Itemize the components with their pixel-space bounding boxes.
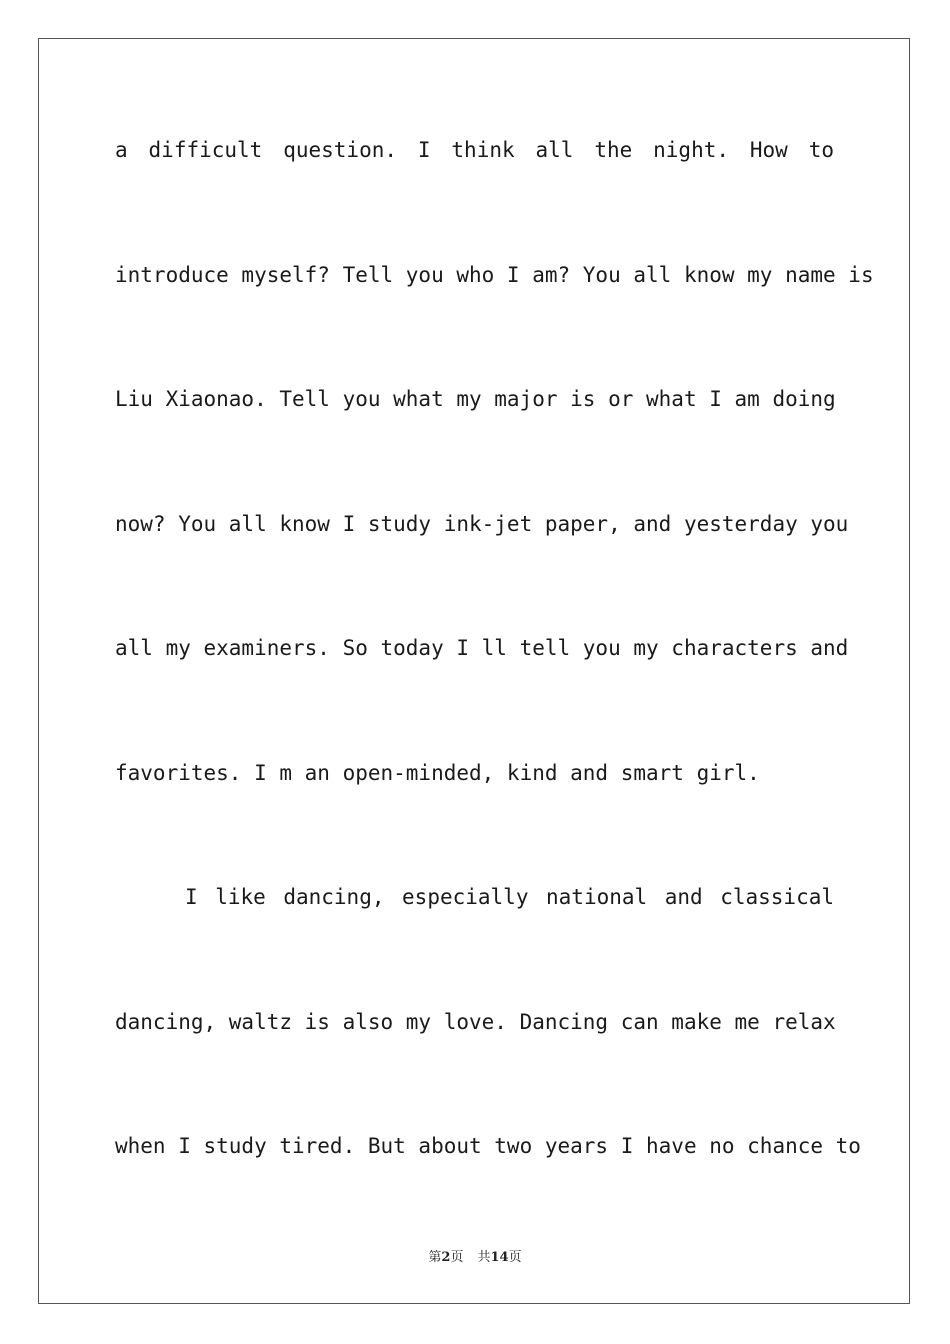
total-page-count: 14: [490, 1250, 509, 1265]
text-line: all my examiners. So today I ll tell you my characters and: [115, 636, 849, 660]
text-line: when I study tired. But about two years I have no chance to: [115, 1134, 861, 1158]
document-body: [115, 127, 874, 1248]
page-suffix: 页: [450, 1250, 464, 1265]
page-number-footer: [0, 1246, 950, 1265]
paragraph-first-line: I like dancing, especially national and classical: [185, 885, 834, 909]
text-line: now? You all know I study ink-jet paper, and yesterday you: [115, 511, 849, 536]
text-line: Liu Xiaonao. Tell you what my major is or what I am doing: [115, 387, 836, 411]
text-line: a difficult question. I think all the night. How to: [115, 138, 834, 162]
text-line: introduce myself? Tell you who I am? You all know my name is: [115, 262, 874, 287]
current-page-number: 2: [441, 1250, 451, 1265]
text-line: favorites. I m an open-minded, kind and smart girl.: [115, 760, 760, 785]
page-prefix: 第: [428, 1250, 442, 1265]
total-suffix: 页: [508, 1250, 522, 1265]
text-line: dancing, waltz is also my love. Dancing can make me relax: [115, 1009, 836, 1034]
total-prefix: 共: [477, 1250, 491, 1265]
